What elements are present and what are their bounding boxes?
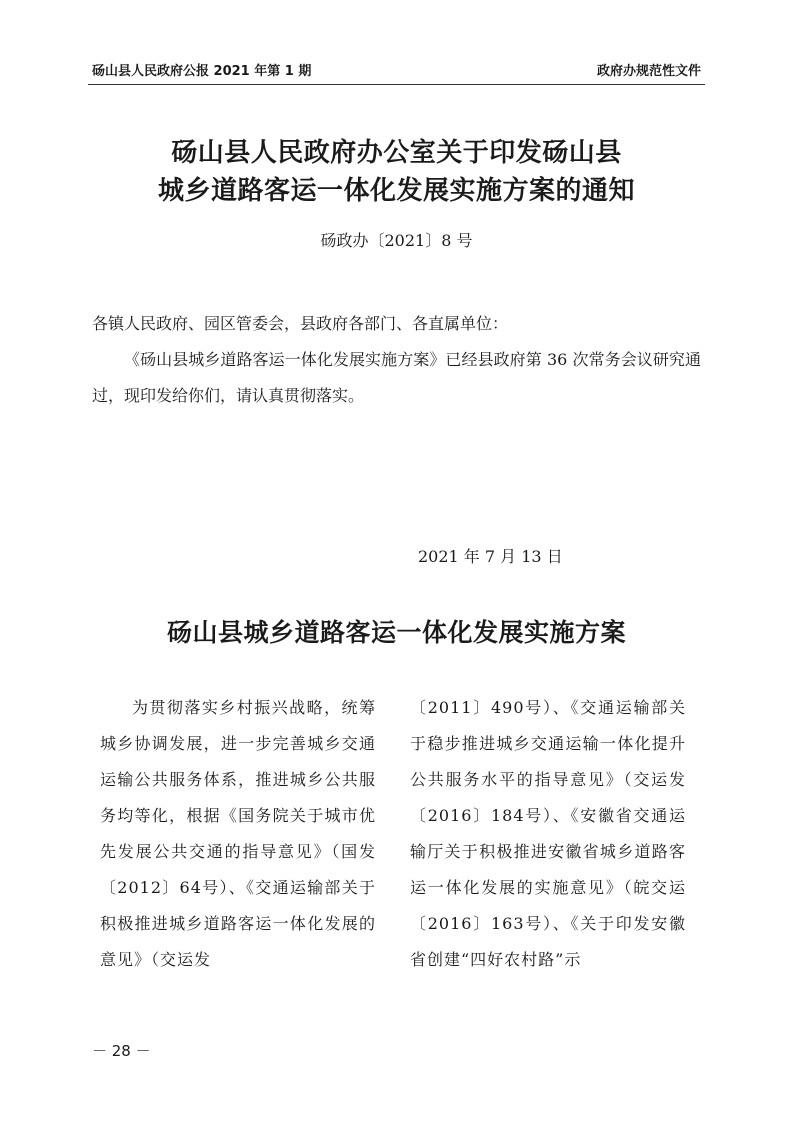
addressee-line: 各镇人民政府、园区管委会，县政府各部门、各直属单位： xyxy=(92,314,509,333)
document-category-label: 政府办规范性文件 xyxy=(596,64,701,79)
plan-column-right xyxy=(410,690,686,978)
plan-column-left xyxy=(100,690,376,978)
document-number: 砀政办〔2021〕8 号 xyxy=(320,231,473,250)
plan-title: 砀山县城乡道路客运一体化发展实施方案 xyxy=(166,618,626,647)
notice-title-line-1: 砀山县人民政府办公室关于印发砀山县 xyxy=(171,138,622,168)
plan-column-left-text: 为贯彻落实乡村振兴战略，统筹城乡协调发展，进一步完善城乡交通运输公共服务体系，推进城乡公共服务均等化，根据《国务院关于城市优先发展公共交通的指导意见》（国发〔2012〕64号）、《交通运输部关于积极推进城乡道路客运一体化发展的意见》（交运发 xyxy=(100,698,376,969)
notice-title xyxy=(80,134,713,210)
header-divider xyxy=(88,84,705,85)
notice-paragraph: 《砀山县城乡道路客运一体化发展实施方案》已经县政府第 36 次常务会议研究通过，现印发给你们，请认真贯彻落实。 xyxy=(92,350,701,405)
notice-title-line-2: 城乡道路客运一体化发展实施方案的通知 xyxy=(157,176,635,206)
bulletin-issue-label: 砀山县人民政府公报 2021 年第 1 期 xyxy=(92,64,312,79)
issue-date: 2021 年 7 月 13 日 xyxy=(418,547,563,566)
plan-column-right-text: 〔2011〕490号）、《交通运输部关于稳步推进城乡交通运输一体化提升公共服务水平的指导意见》（交运发〔2016〕184号）、《安徽省交通运输厅关于积极推进安徽省城乡道路客运一体化发展的实施意见》（皖交运〔2016〕163号）、《关于印发安徽省创建“四好农村路”示 xyxy=(410,698,686,969)
page-number: － 28 － xyxy=(92,1042,151,1060)
page-header xyxy=(92,60,701,84)
